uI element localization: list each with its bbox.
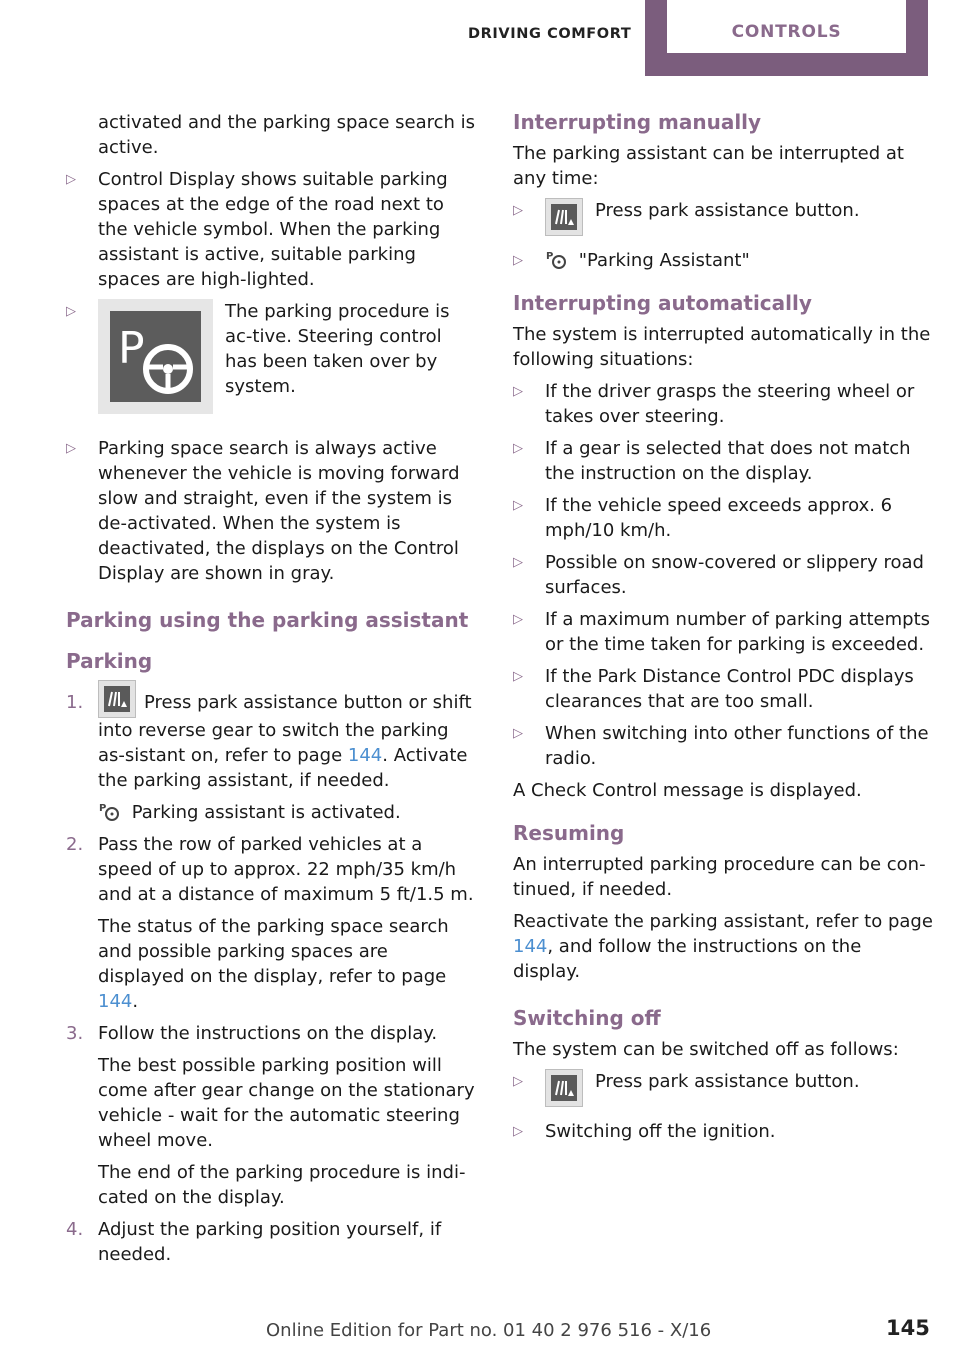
list-item-text: Possible on snow-covered or slippery road surfaces. bbox=[545, 552, 924, 598]
step-number: 1. bbox=[66, 692, 84, 713]
list-item bbox=[513, 550, 933, 600]
paragraph-text: Reactivate the parking assistant, refer to page bbox=[513, 911, 933, 932]
subsection-heading: Switching off bbox=[513, 1006, 661, 1030]
bullet-marker: ▷ bbox=[513, 384, 523, 399]
list-item bbox=[513, 607, 933, 657]
list-item bbox=[513, 379, 933, 429]
list-item bbox=[66, 436, 476, 586]
svg-text:P: P bbox=[99, 803, 107, 814]
list-item-text: Parking space search is always active whenever the vehicle is moving forward slow and straight, even if the system is de-activated. When the system is deactivated, the displays on the Control Display are shown in gray. bbox=[98, 438, 460, 584]
bullet-marker: ▷ bbox=[513, 555, 523, 570]
page-reference-link[interactable]: 144 bbox=[347, 745, 383, 766]
page-reference-link[interactable]: 144 bbox=[513, 936, 548, 957]
bullet-marker: ▷ bbox=[513, 726, 523, 741]
numbered-step bbox=[66, 1021, 476, 1210]
numbered-step bbox=[66, 832, 476, 1014]
step-text: Adjust the parking position yourself, if needed. bbox=[98, 1219, 442, 1265]
step-text: Follow the instructions on the display. bbox=[98, 1023, 438, 1044]
subsection-heading: Interrupting automatically bbox=[513, 291, 812, 315]
list-item bbox=[513, 198, 933, 236]
bullet-marker: ▷ bbox=[513, 669, 523, 684]
paragraph: A Check Control message is displayed. bbox=[513, 780, 862, 801]
step-text-tail: . Activate the parking assistant, if needed. bbox=[98, 745, 468, 791]
subsection-heading: Interrupting manually bbox=[513, 110, 762, 134]
paragraph: An interrupted parking procedure can be con-tinued, if needed. bbox=[513, 854, 926, 900]
bullet-marker: ▷ bbox=[513, 612, 523, 627]
bullet-marker: ▷ bbox=[66, 172, 76, 187]
page-reference-link[interactable]: 144 bbox=[98, 991, 133, 1012]
header-chapter-label: CONTROLS bbox=[731, 22, 842, 42]
numbered-step bbox=[66, 1217, 476, 1267]
list-item bbox=[66, 299, 476, 414]
svg-text:P: P bbox=[546, 251, 554, 262]
subsection-heading: Resuming bbox=[513, 821, 625, 845]
paragraph: The parking assistant can be interrupted at any time: bbox=[513, 143, 904, 189]
list-item-text: When switching into other functions of the radio. bbox=[545, 723, 929, 769]
parking-assistant-active-icon bbox=[98, 800, 120, 822]
step-text: Press park assistance button or shift into reverse gear to switch the parking as-sistant on, refer to page bbox=[98, 692, 472, 766]
page-number: 145 bbox=[886, 1316, 930, 1340]
footer-edition-text: Online Edition for Part no. 01 40 2 976 516 - X/16 bbox=[266, 1320, 712, 1341]
step-subtext: The best possible parking position will come after gear change on the stationary vehicle - wait for the automatic steering wheel move. bbox=[98, 1055, 475, 1151]
right-column bbox=[513, 110, 933, 1151]
bullet-marker: ▷ bbox=[66, 304, 76, 319]
park-assistance-button-icon bbox=[545, 1069, 583, 1107]
park-assistance-button-icon bbox=[98, 680, 136, 718]
list-item-text: The parking procedure is ac-tive. Steering control has been taken over by system. bbox=[225, 301, 450, 397]
svg-text:P: P bbox=[118, 323, 145, 374]
list-item bbox=[66, 167, 476, 292]
paragraph: The system can be switched off as follows: bbox=[513, 1039, 899, 1060]
list-item-text: Press park assistance button. bbox=[595, 1071, 860, 1092]
list-item-text: If a maximum number of parking attempts or the time taken for parking is exceeded. bbox=[545, 609, 931, 655]
section-heading: Parking using the parking assistant bbox=[66, 608, 469, 632]
park-assistance-button-icon bbox=[545, 198, 583, 236]
bullet-marker: ▷ bbox=[513, 441, 523, 456]
list-item bbox=[513, 1069, 933, 1107]
list-item bbox=[513, 248, 933, 273]
list-item-text: If the vehicle speed exceeds approx. 6 mph/10 km/h. bbox=[545, 495, 893, 541]
paragraph: The system is interrupted automatically in the following situations: bbox=[513, 324, 931, 370]
list-item-text: If the Park Distance Control PDC displays clearances that are too small. bbox=[545, 666, 914, 712]
list-item bbox=[513, 436, 933, 486]
paragraph bbox=[513, 909, 933, 984]
step-text: Pass the row of parked vehicles at a speed of up to approx. 22 mph/35 km/h and at a distance of maximum 5 ft/1.5 m. bbox=[98, 834, 474, 905]
bullet-marker: ▷ bbox=[66, 441, 76, 456]
list-item-text: Switching off the ignition. bbox=[545, 1121, 776, 1142]
header-chapter-tab bbox=[645, 0, 928, 76]
list-item-text: If the driver grasps the steering wheel or takes over steering. bbox=[545, 381, 915, 427]
list-item bbox=[513, 493, 933, 543]
header-section-title: DRIVING COMFORT bbox=[468, 26, 632, 42]
list-item-text: If a gear is selected that does not match the instruction on the display. bbox=[545, 438, 911, 484]
steering-control-active-icon bbox=[98, 299, 213, 414]
step-subtext: The status of the parking space search and possible parking spaces are displayed on the display, refer to page bbox=[98, 916, 449, 987]
step-subtext-tail: . bbox=[132, 991, 139, 1012]
bullet-marker: ▷ bbox=[513, 253, 523, 268]
step-subtext: The end of the parking procedure is indi-cated on the display. bbox=[98, 1162, 466, 1208]
bullet-marker: ▷ bbox=[513, 203, 523, 218]
bullet-marker: ▷ bbox=[513, 1124, 523, 1139]
step-subtext: Parking assistant is activated. bbox=[131, 802, 401, 823]
bullet-marker: ▷ bbox=[513, 498, 523, 513]
continuation-text: activated and the parking space search is active. bbox=[98, 112, 476, 158]
list-item bbox=[513, 721, 933, 771]
bullet-marker: ▷ bbox=[513, 1074, 523, 1089]
step-number: 3. bbox=[66, 1023, 84, 1044]
left-column bbox=[66, 110, 476, 1274]
step-number: 4. bbox=[66, 1219, 84, 1240]
step-number: 2. bbox=[66, 834, 84, 855]
list-item-text: "Parking Assistant" bbox=[578, 250, 750, 271]
paragraph-text-tail: , and follow the instructions on the display. bbox=[513, 936, 862, 982]
list-item-text: Control Display shows suitable parking spaces at the edge of the road next to the vehicle symbol. When the parking assistant is active, suitable parking spaces are high-lighted. bbox=[98, 169, 448, 290]
list-item bbox=[513, 664, 933, 714]
parking-assistant-icon bbox=[545, 248, 567, 270]
subsection-heading: Parking bbox=[66, 649, 153, 673]
numbered-step bbox=[66, 690, 476, 825]
list-item bbox=[513, 1119, 933, 1144]
list-item-text: Press park assistance button. bbox=[595, 200, 860, 221]
